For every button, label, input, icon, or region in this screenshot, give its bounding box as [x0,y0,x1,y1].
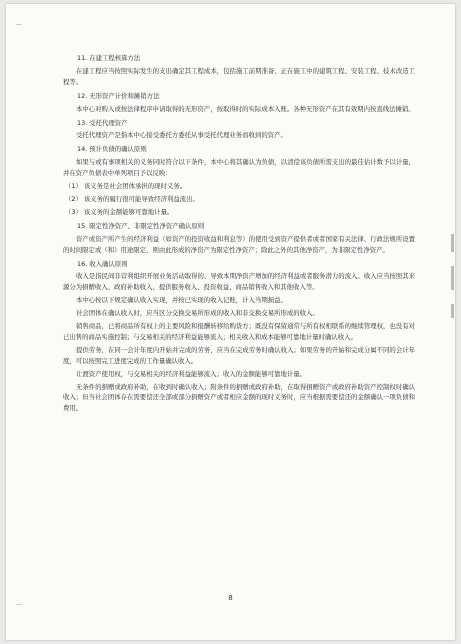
paragraph: 本中心按以下规定确认收入实现，并按已实现的收入记账，计入当期损益。 [76,296,287,305]
list-item: （2） 该义务的履行很可能导致经济利益流出。 [65,194,199,203]
section-heading: 13. 受托代理资产 [77,118,128,127]
page-number: 8 [228,594,233,602]
paragraph: 销售商品，已将商品所有权上的主要风险和报酬转移给购货方；既没有保留通常与所有权相联系的继续管理权，也没有对已出售的商品实施控制；与交易相关的经济利益能够流入；相关收入和成本能够可靠地计量时确认收入。 [63,322,415,341]
scan-margin-mark [16,604,22,605]
section-heading: 16. 收入确认原则 [77,259,128,268]
paragraph: 无条件的捐赠或政府补助，在收到时确认收入；附条件的捐赠或政府补助，在取得捐赠资产或政府补助资产控制权时确认收入；但当社会团体存在需要偿还全部或部分捐赠资产或者相应金额的现时义务时，应当根据需要偿还的金额确认一项负债和费用。 [63,382,415,413]
paragraph: 提供劳务，在同一会计年度内开始并完成的劳务，应当在完成劳务时确认收入；如果劳务的开始和完成分属不同的会计年度，可以按照完工进度完成的工作量确认收入。 [63,345,415,365]
section-heading: 11. 在建工程核算方法 [77,54,141,62]
list-item: （3） 该义务的金额能够可靠地计量。 [65,207,174,216]
scan-edge-mark [451,266,454,290]
section-heading: 15. 限定性净资产、非限定性净资产确认原则 [77,221,205,230]
scan-edge-mark [451,304,454,318]
paragraph: 受托代理资产是指本中心接受委托方委托从事受托代理业务而收到的资产。 [76,131,287,140]
paragraph: 收入是指民间非营利组织开展业务活动取得的、导致本期净资产增加的经济利益或者服务潜力的流入。收入应当按照其来源分为捐赠收入、政府补助收入、提供服务收入、投资收益、商品销售收入和其他收入等。 [63,272,415,292]
section-heading: 12. 无形资产计价和摊销方法 [77,91,160,100]
paragraph: 在建工程应当按照实际发生的支出确定其工程成本，包括施工前期准备、正在施工中的建筑工程、安装工程、技术改造工程等。 [63,66,415,86]
paragraph: 如果与或有事项相关的义务同时符合以下条件，本中心将其确认为负债，以清偿该负债所需支出的最佳估计数予以计量，并在资产负债表中单列项目予以反映： [63,158,415,178]
document-page [6,4,455,640]
scan-edge-mark [451,234,454,252]
list-item: （1） 该义务是社会团体承担的现时义务。 [65,182,187,191]
paragraph: 社会团体在确认收入时，应当区分交换交易所形成的收入和非交换交易所形成的收入。 [76,309,319,318]
document-body [63,50,415,416]
section-heading: 14. 预计负债的确认原则 [77,145,147,154]
paragraph: 资产或资产所产生的经济利益（如资产的投资收益和利息等）的使用受到资产提供者或者国家有关法律、行政法规所设置的时间限定或（和）用途限定，则由此形成的净资产为限定性净资产；除此之外的其他净资产，为非限定性净资产。 [63,234,415,254]
scan-margin-mark [16,24,22,25]
paragraph: 让渡资产使用权，与交易相关的经济利益能够流入；收入的金额能够可靠地计量。 [76,369,307,378]
paragraph: 本中心对购入或按法律程序申请取得的无形资产，按取得时的实际成本入账。各种无形资产在其有效期内按直线法摊销。 [76,104,415,113]
